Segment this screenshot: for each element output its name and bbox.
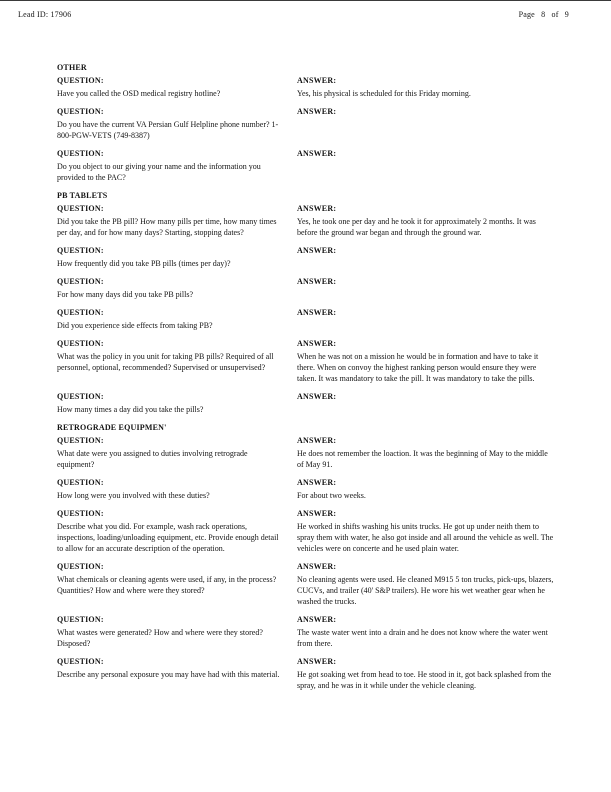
question-label: QUESTION: (57, 562, 104, 571)
page-header (0, 1, 611, 19)
question-label: QUESTION: (57, 204, 104, 213)
section-title: RETROGRADE EQUIPMEN' (57, 423, 167, 432)
answer-text: He got soaking wet from head to toe. He stood in it, got back splashed from the spray, and he was in it while under the vehicle cleaning. (297, 670, 552, 690)
answer-cell (297, 339, 556, 384)
question-cell (57, 107, 297, 141)
answer-text: Yes, he took one per day and he took it for approximately 2 months. It was before the ground war began and through the ground war. (297, 217, 536, 237)
question-label: QUESTION: (57, 76, 104, 85)
answer-label: ANSWER: (297, 509, 337, 518)
answer-cell (297, 107, 556, 119)
question-label: QUESTION: (57, 107, 104, 116)
answer-label: ANSWER: (297, 149, 337, 158)
qa-content (57, 63, 556, 691)
answer-cell (297, 478, 556, 501)
answer-cell (297, 204, 556, 238)
question-cell (57, 246, 297, 269)
qa-row (57, 107, 556, 141)
answer-label: ANSWER: (297, 308, 337, 317)
answer-cell (297, 76, 556, 99)
question-label: QUESTION: (57, 615, 104, 624)
question-label: QUESTION: (57, 436, 104, 445)
question-text: For how many days did you take PB pills? (57, 290, 193, 299)
answer-label: ANSWER: (297, 436, 337, 445)
answer-cell (297, 308, 556, 320)
question-label: QUESTION: (57, 392, 104, 401)
question-text: How long were you involved with these duties? (57, 491, 210, 500)
question-text: Do you have the current VA Persian Gulf Helpline phone number? 1-800-PGW-VETS (749-8387) (57, 120, 279, 140)
qa-row (57, 392, 556, 415)
qa-row (57, 657, 556, 691)
question-text: Did you experience side effects from taking PB? (57, 321, 213, 330)
question-label: QUESTION: (57, 246, 104, 255)
answer-text: When he was not on a mission he would be in formation and have to take it there. When on convoy the highest ranking person would ensure they were taken. It was mandatory to take the pill. It was mandatory to take the pills. (297, 352, 539, 383)
question-text: Did you take the PB pill? How many pills per time, how many times per day, and for how many days? Starting, stopping dates? (57, 217, 277, 237)
qa-row (57, 246, 556, 269)
question-label: QUESTION: (57, 308, 104, 317)
qa-row (57, 204, 556, 238)
question-label: QUESTION: (57, 657, 104, 666)
answer-text: The waste water went into a drain and he does not know where the water went from there. (297, 628, 548, 648)
answer-text: He worked in shifts washing his units trucks. He got up under neith them to spray them with water, he also got inside and all around the vehicle as well. The vehicles were on concerte and he used plain water. (297, 522, 554, 553)
answer-text: Yes, his physical is scheduled for this Friday morning. (297, 89, 471, 98)
qa-row (57, 149, 556, 183)
question-cell (57, 478, 297, 501)
question-text: How many times a day did you take the pills? (57, 405, 204, 414)
answer-label: ANSWER: (297, 76, 337, 85)
question-cell (57, 657, 297, 680)
question-text: What was the policy in you unit for taking PB pills? Required of all personnel, optional, recommended? Supervised or unsupervised? (57, 352, 274, 372)
answer-text: No cleaning agents were used. He cleaned M915 5 ton trucks, pick-ups, blazers, CUCVs, and trailer (40' S&P trailers). He wore his wet weather gear when he washed the trucks. (297, 575, 554, 606)
question-label: QUESTION: (57, 149, 104, 158)
answer-cell (297, 277, 556, 289)
answer-label: ANSWER: (297, 615, 337, 624)
question-cell (57, 615, 297, 649)
answer-label: ANSWER: (297, 277, 337, 286)
question-cell (57, 149, 297, 183)
answer-cell (297, 436, 556, 470)
answer-cell (297, 562, 556, 607)
answer-cell (297, 509, 556, 554)
answer-text: He does not remember the loaction. It was the beginning of May to the middle of May 91. (297, 449, 548, 469)
qa-row (57, 339, 556, 384)
answer-cell (297, 615, 556, 649)
answer-label: ANSWER: (297, 562, 337, 571)
answer-cell (297, 149, 556, 161)
page-number: Page 8 of 9 (518, 10, 569, 19)
qa-row (57, 308, 556, 331)
answer-cell (297, 657, 556, 691)
question-text: Do you object to our giving your name and the information you provided to the PAC? (57, 162, 261, 182)
qa-row (57, 277, 556, 300)
question-text: What date were you assigned to duties involving retrograde equipment? (57, 449, 248, 469)
question-cell (57, 436, 297, 470)
section-title: PB TABLETS (57, 191, 108, 200)
answer-label: ANSWER: (297, 392, 337, 401)
qa-row (57, 436, 556, 470)
question-text: What wastes were generated? How and where were they stored? Disposed? (57, 628, 263, 648)
question-label: QUESTION: (57, 509, 104, 518)
question-cell (57, 562, 297, 596)
question-label: QUESTION: (57, 339, 104, 348)
answer-label: ANSWER: (297, 339, 337, 348)
question-text: What chemicals or cleaning agents were used, if any, in the process? Quantities? How and where were they stored? (57, 575, 277, 595)
question-text: Describe what you did. For example, wash rack operations, inspections, loading/unloading equipment, etc. Provide enough detail to allow for an accurate description of the operation. (57, 522, 279, 553)
qa-row (57, 478, 556, 501)
question-label: QUESTION: (57, 277, 104, 286)
answer-label: ANSWER: (297, 107, 337, 116)
question-text: How frequently did you take PB pills (times per day)? (57, 259, 231, 268)
question-cell (57, 277, 297, 300)
answer-text: For about two weeks. (297, 491, 366, 500)
question-cell (57, 509, 297, 554)
qa-row (57, 76, 556, 99)
question-cell (57, 392, 297, 415)
qa-row (57, 615, 556, 649)
question-cell (57, 76, 297, 99)
qa-row (57, 562, 556, 607)
answer-cell (297, 392, 556, 404)
question-cell (57, 308, 297, 331)
question-cell (57, 204, 297, 238)
question-text: Describe any personal exposure you may have had with this material. (57, 670, 280, 679)
answer-label: ANSWER: (297, 204, 337, 213)
answer-cell (297, 246, 556, 258)
question-text: Have you called the OSD medical registry hotline? (57, 89, 221, 98)
answer-label: ANSWER: (297, 478, 337, 487)
question-cell (57, 339, 297, 373)
lead-id: Lead ID: 17906 (18, 10, 72, 19)
section-title: OTHER (57, 63, 87, 72)
question-label: QUESTION: (57, 478, 104, 487)
qa-row (57, 509, 556, 554)
answer-label: ANSWER: (297, 657, 337, 666)
answer-label: ANSWER: (297, 246, 337, 255)
